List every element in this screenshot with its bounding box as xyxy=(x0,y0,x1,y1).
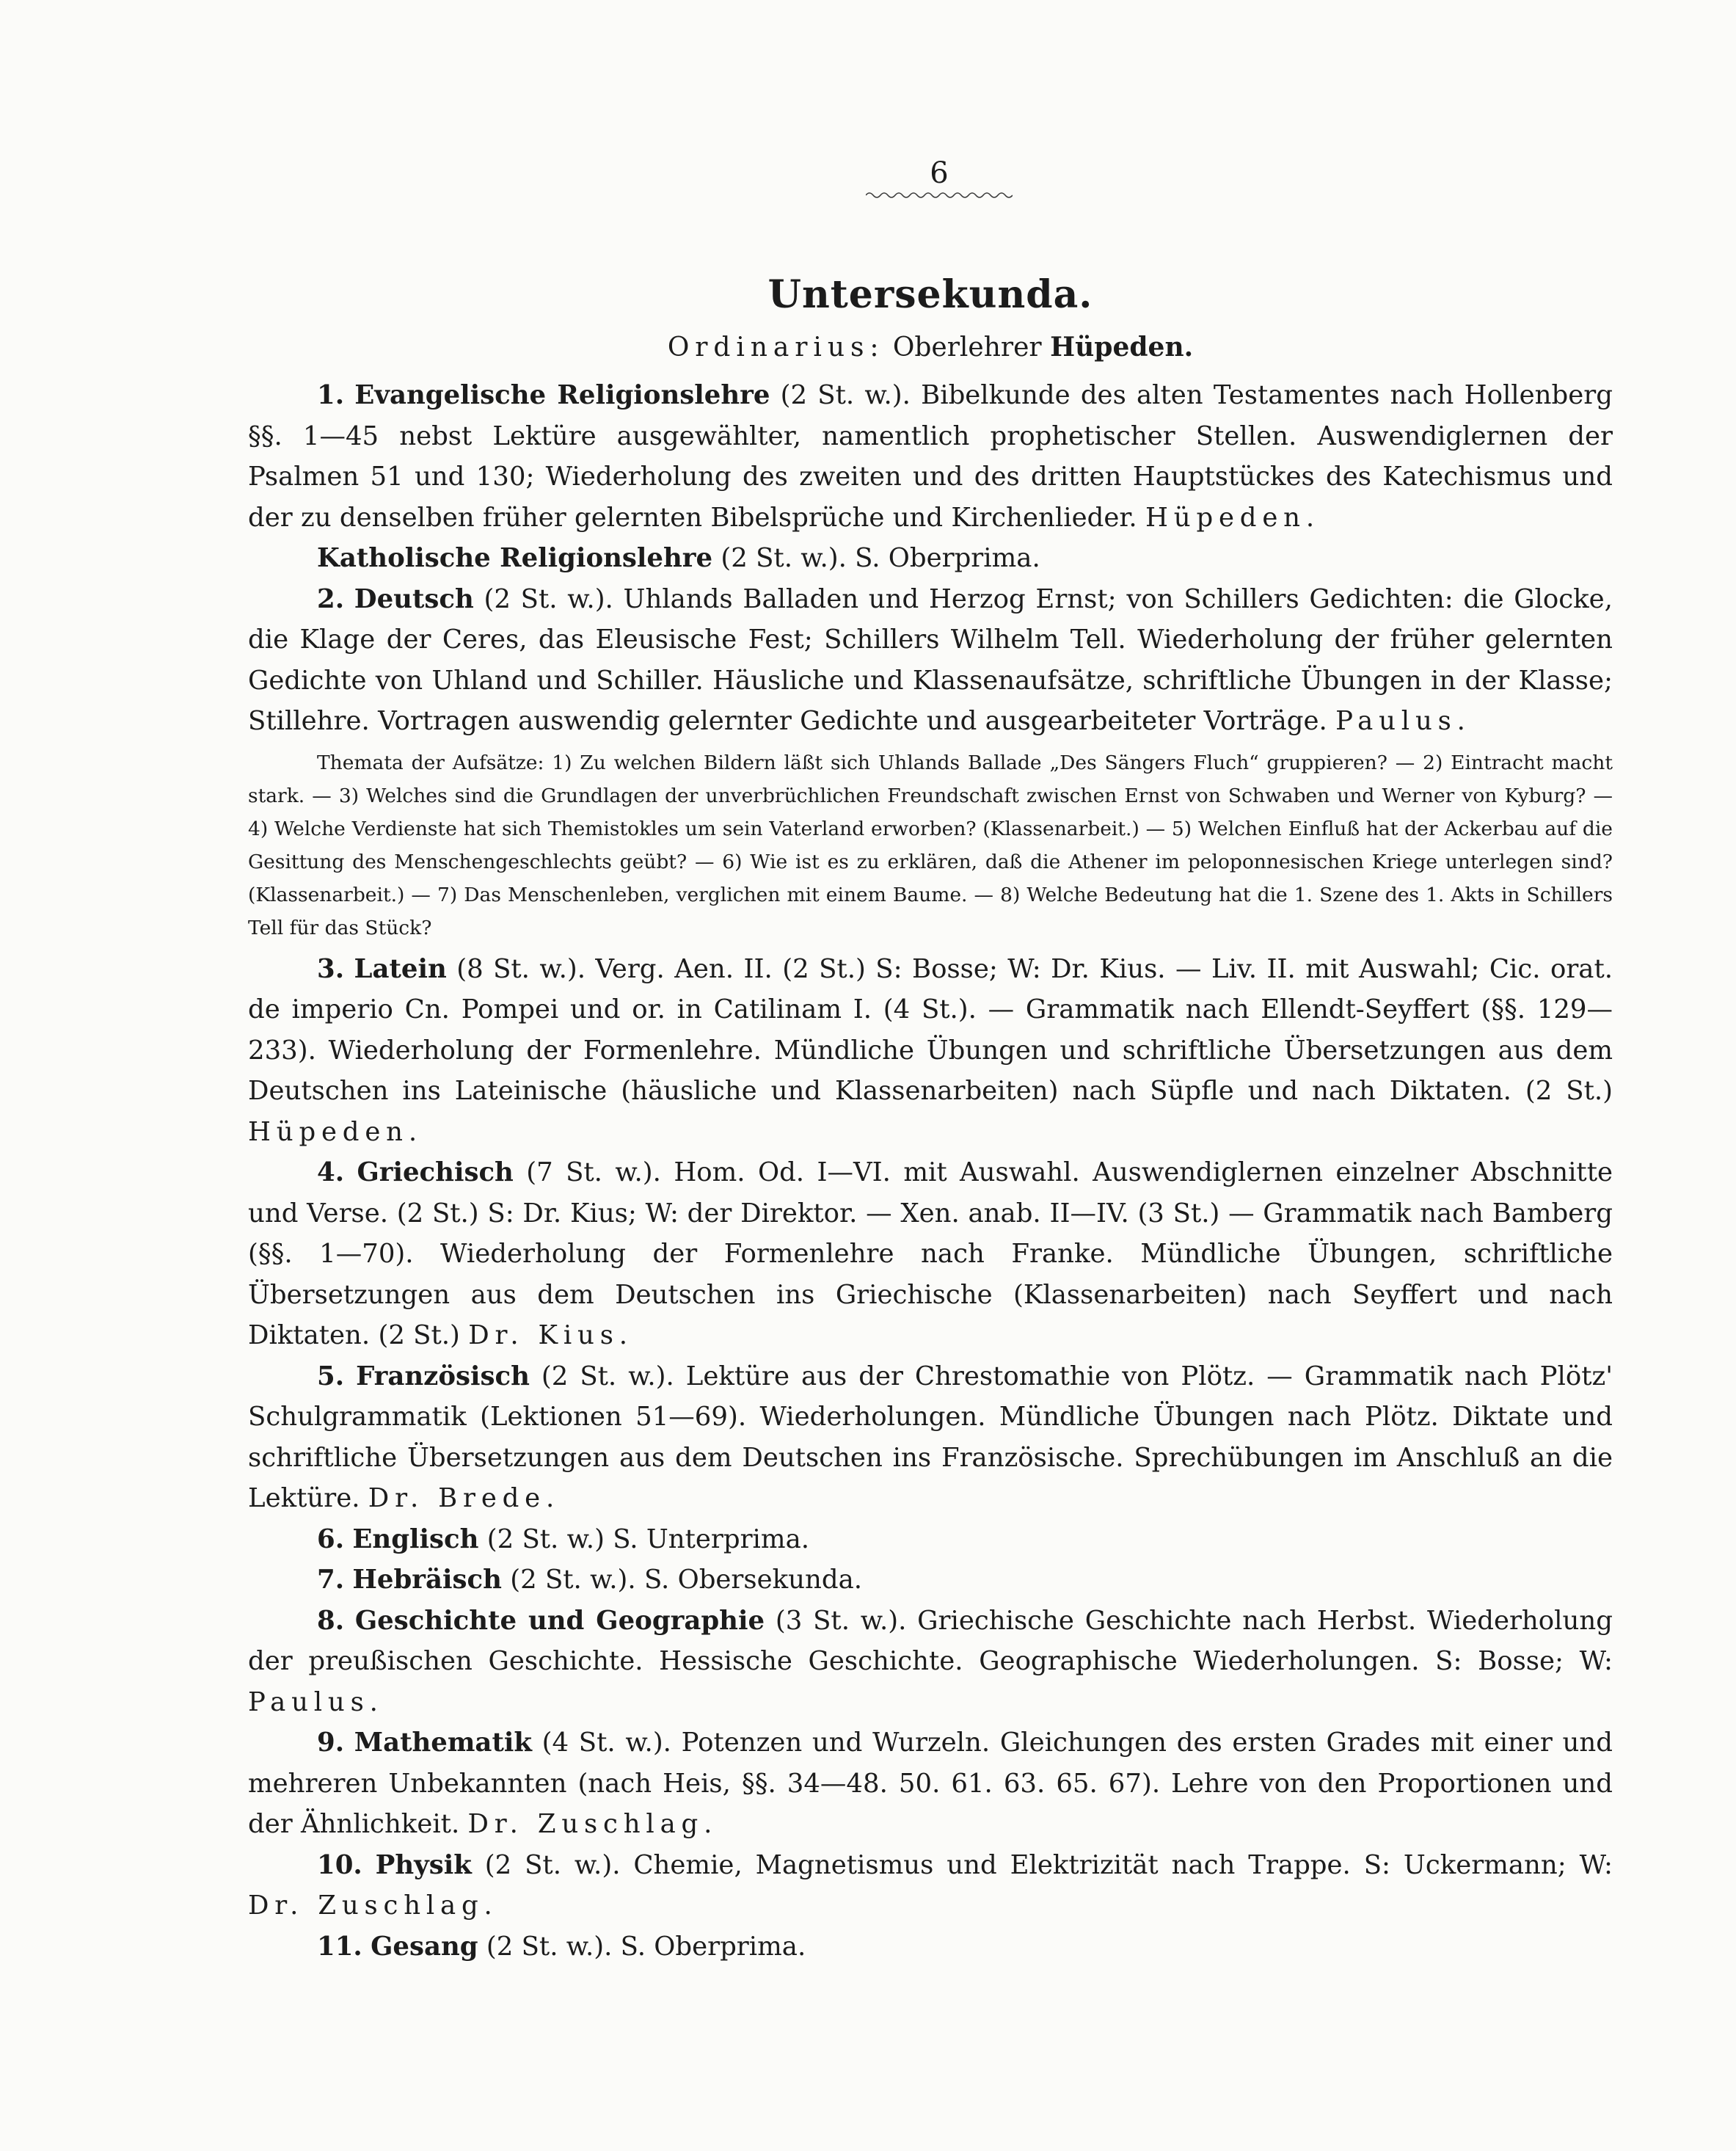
section-subject: Hebräisch xyxy=(352,1565,502,1595)
page-number: 6 xyxy=(930,156,949,190)
section-teacher: Dr. Zuschlag. xyxy=(467,1809,718,1839)
section-mathematics xyxy=(248,1722,1613,1845)
section-german xyxy=(248,579,1613,742)
section-text: (2 St. w.). Bibelkunde des alten Testamentes nach Hollenberg §§. 1—45 nebst Lektüre ausgewählter, namentlich prophetischer Stellen. Auswendiglernen der Psalmen 51 und 130; Wiederholung des zweiten und des dritten Hauptstückes des Katechismus und der zu denselben früher gelernten Bibelsprüche und Kirchenlieder. xyxy=(248,380,1613,533)
section-text: (3 St. w.). Griechische Geschichte nach Herbst. Wiederholung der preußischen Geschichte. Hessische Geschichte. Geographische Wiederholungen. S: Bosse; W: xyxy=(248,1605,1613,1676)
section-history-geography xyxy=(248,1601,1613,1723)
section-teacher: Hüpeden. xyxy=(1145,502,1320,533)
section-text: (7 St. w.). Hom. Od. I—VI. mit Auswahl. Auswendiglernen einzelner Abschnitte und Verse. (2 St.) S: Dr. Kius; W: der Direktor. — Xen. anab. II—IV. (3 St.) — Grammatik nach Bamberg (§§. 1—70). Wiederholung der Formenlehre nach Franke. Mündliche Übungen, schriftliche Übersetzungen aus dem Deutschen ins Griechische (Klassenarbeiten) nach Seyffert und nach Diktaten. (2 St.) xyxy=(248,1157,1613,1350)
section-subject: Evangelische Religionslehre xyxy=(354,380,770,410)
section-subject: Katholische Religionslehre xyxy=(317,543,713,573)
section-number: 7. xyxy=(317,1565,345,1595)
section-text: (2 St. w.). Lektüre aus der Chrestomathie von Plötz. — Grammatik nach Plötz' Schulgrammatik (Lektionen 51—69). Wiederholungen. Mündliche Übungen nach Plötz. Diktate und schriftliche Übersetzungen aus dem Deutschen ins Französische. Sprechübungen im Anschluß an die Lektüre. xyxy=(248,1361,1613,1513)
section-number: 2. xyxy=(317,583,345,614)
wave-ornament xyxy=(866,191,1013,200)
section-text: (8 St. w.). Verg. Aen. II. (2 St.) S: Bosse; W: Dr. Kius. — Liv. II. mit Auswahl; Cic. orat. de imperio Cn. Pompei und or. in Catilinam I. (4 St.). — Grammatik nach Ellendt-Seyffert (§§. 129—233). Wiederholung der Formenlehre. Mündliche Übungen und schriftliche Übersetzungen aus dem Deutschen ins Lateinische (häusliche und Klassenarbeiten) nach Süpfle und nach Diktaten. (2 St.) xyxy=(248,953,1613,1106)
page-heading: Untersekunda. xyxy=(767,272,1093,317)
section-subject: Latein xyxy=(354,953,447,984)
section-number: 3. xyxy=(317,953,345,984)
section-teacher: Paulus. xyxy=(248,1686,384,1717)
ordinarius-name: Hüpeden. xyxy=(1050,332,1194,363)
ordinarius-label: Ordinarius: xyxy=(667,332,885,363)
section-subject: Physik xyxy=(375,1849,472,1880)
section-number: 1. xyxy=(317,380,345,410)
section-text: (4 St. w.). Potenzen und Wurzeln. Gleichungen des ersten Grades mit einer und mehreren Unbekannten (nach Heis, §§. 34—48. 50. 61. 63. 65. 67). Lehre von den Proportionen und der Ähnlichkeit. xyxy=(248,1728,1613,1839)
section-text: (2 St. w.). Uhlands Balladen und Herzog Ernst; von Schillers Gedichten: die Glocke, die Klage der Ceres, das Eleusische Fest; Schillers Wilhelm Tell. Wiederholung der früher gelernten Gedichte von Uhland und Schiller. Häusliche und Klassenaufsätze, schriftliche Übungen in der Klasse; Stillehre. Vortragen auswendig gelernter Gedichte und ausgearbeiteter Vorträge. xyxy=(248,583,1613,736)
section-greek xyxy=(248,1152,1613,1356)
essay-themes xyxy=(248,746,1613,945)
section-teacher: Dr. Zuschlag. xyxy=(248,1890,498,1921)
section-number: 5. xyxy=(317,1361,345,1391)
section-teacher: Dr. Brede. xyxy=(368,1483,561,1513)
section-latin xyxy=(248,949,1613,1153)
section-singing xyxy=(248,1926,1613,1968)
section-subject: Englisch xyxy=(352,1524,479,1554)
section-number: 6. xyxy=(317,1524,345,1554)
section-subject: Mathematik xyxy=(354,1728,532,1758)
section-number: 11. xyxy=(317,1931,362,1962)
section-text: (2 St. w.) S. Unterprima. xyxy=(486,1524,810,1554)
section-number: 4. xyxy=(317,1157,345,1187)
section-teacher: Hüpeden. xyxy=(248,1116,423,1147)
section-religion-catholic xyxy=(248,538,1613,579)
section-religion-evangelical xyxy=(248,375,1613,538)
section-number: 8. xyxy=(317,1605,345,1636)
section-text: (2 St. w.). S. Obersekunda. xyxy=(510,1565,863,1595)
section-text: (2 St. w.). S. Oberprima. xyxy=(721,543,1040,573)
section-subject: Deutsch xyxy=(354,583,474,614)
section-text: (2 St. w.). S. Oberprima. xyxy=(486,1931,806,1962)
section-number: 9. xyxy=(317,1728,345,1758)
section-number: 10. xyxy=(317,1849,362,1880)
section-subject: Geschichte und Geographie xyxy=(354,1605,765,1636)
page-content xyxy=(248,272,1613,1967)
section-subject: Griechisch xyxy=(357,1157,514,1187)
ordinarius-line xyxy=(248,329,1613,366)
themes-text: 1) Zu welchen Bildern läßt sich Uhlands Ballade „Des Sängers Fluch“ gruppieren? — 2) Eintracht macht stark. — 3) Welches sind die Grundlagen der unverbrüchlichen Freundschaft zwischen Ernst von Schwaben und Werner von Kyburg? — 4) Welche Verdienste hat sich Themistokles um sein Vaterland erworben? (Klassenarbeit.) — 5) Welchen Einfluß hat der Ackerbau auf die Gesittung des Menschengeschlechts geübt? — 6) Wie ist es zu erklären, daß die Athener im peloponnesischen Kriege unterlegen sind? (Klassenarbeit.) — 7) Das Menschenleben, verglichen mit einem Baume. — 8) Welche Bedeutung hat die 1. Szene des 1. Akts in Schillers Tell für das Stück? xyxy=(248,751,1613,939)
section-teacher: Dr. Kius. xyxy=(468,1320,633,1350)
section-physics xyxy=(248,1845,1613,1926)
section-subject: Französisch xyxy=(356,1361,530,1391)
themes-label: Themata der Aufsätze: xyxy=(317,751,544,774)
section-hebrew xyxy=(248,1559,1613,1601)
section-subject: Gesang xyxy=(371,1931,478,1962)
section-text: (2 St. w.). Chemie, Magnetismus und Elektrizität nach Trappe. S: Uckermann; W: xyxy=(484,1849,1613,1880)
section-english xyxy=(248,1519,1613,1560)
section-teacher: Paulus. xyxy=(1335,706,1471,736)
ordinarius-text: Oberlehrer xyxy=(892,332,1042,363)
section-french xyxy=(248,1356,1613,1519)
